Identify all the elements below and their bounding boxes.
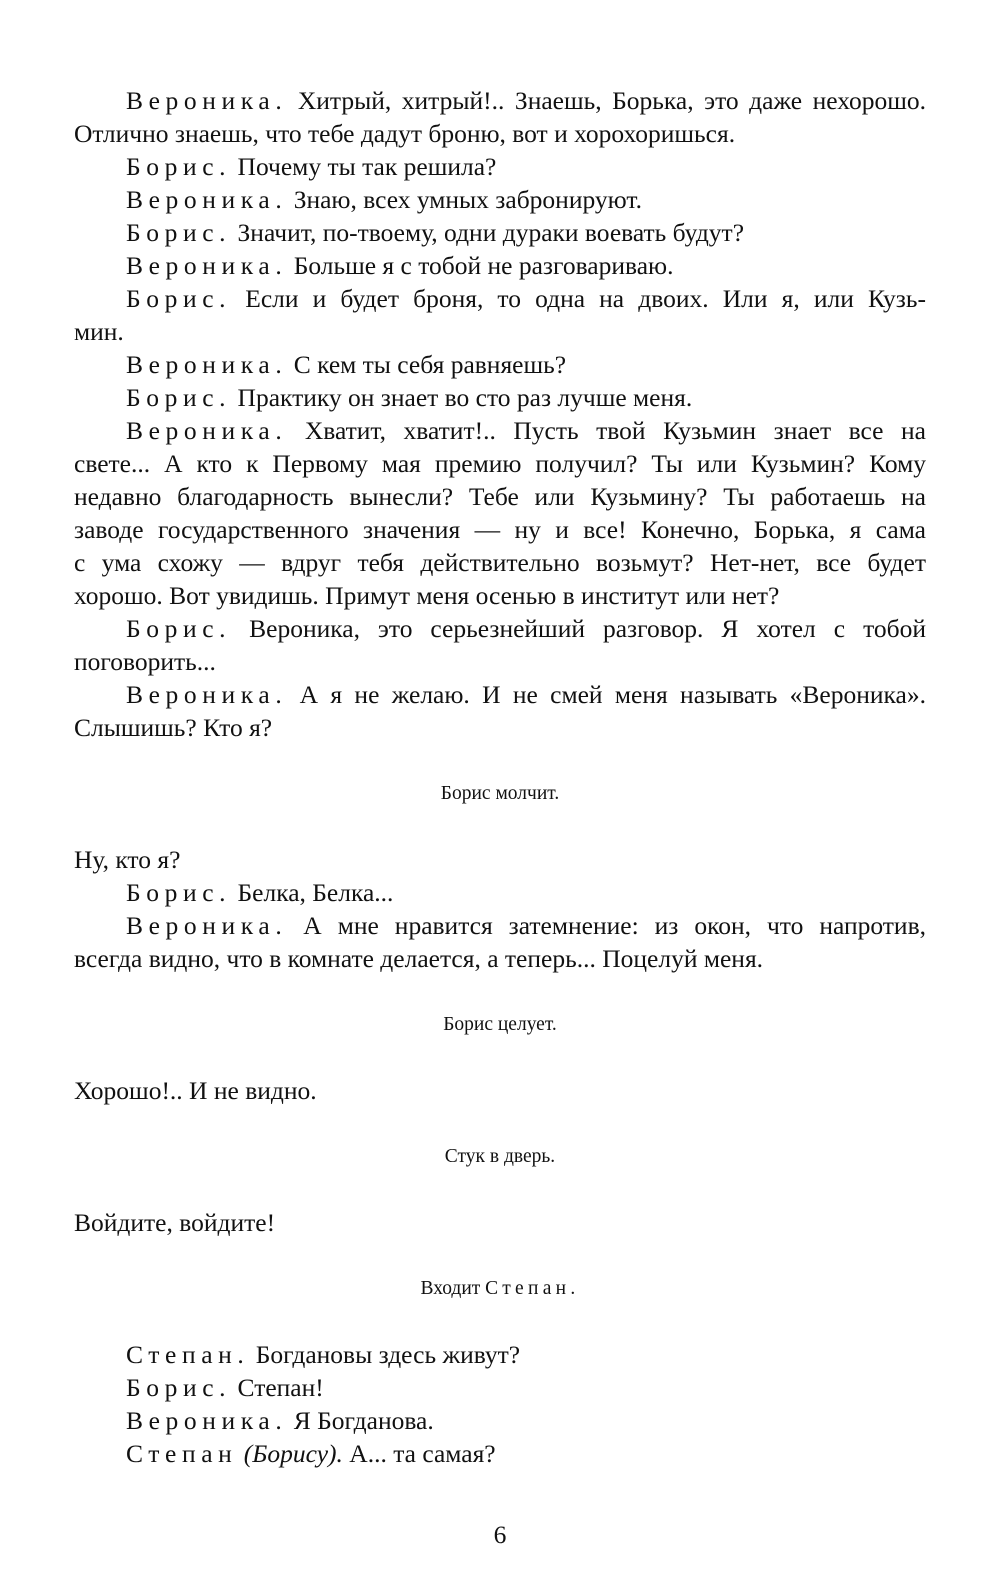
speaker-name: Борис. <box>126 1373 232 1402</box>
dialogue-line: Вероника. А мне нравится затемнение: из окон, что напротив, <box>126 911 926 940</box>
speaker-name: Борис. <box>126 878 232 907</box>
dialogue-line: свете... А кто к Первому мая премию получил? Ты или Кузьмин? Кому <box>74 449 926 478</box>
dialogue-line: Вероника. Хитрый, хитрый!.. Знаешь, Борька, это даже нехорошо. <box>126 86 926 115</box>
dialogue-line: поговорить... <box>74 647 216 676</box>
dialogue-line: всегда видно, что в комнате делается, а теперь... Поцелуй меня. <box>74 944 764 973</box>
speaker-name: Борис. <box>126 614 232 643</box>
dialogue-line: Вероника. А я не желаю. И не смей меня называть «Вероника». <box>126 680 926 709</box>
dialogue-line: Борис. Белка, Белка... <box>126 878 394 907</box>
dialogue-line: Борис. Значит, по-твоему, одни дураки воевать будут? <box>126 218 745 247</box>
dialogue-line: недавно благодарность вынесли? Тебе или Кузьмину? Ты работаешь на <box>74 482 926 511</box>
speaker-name: Вероника. <box>126 911 288 940</box>
speaker-name: Вероника. <box>126 185 288 214</box>
speaker-name: Степан. <box>485 1278 580 1299</box>
dialogue-line: Войдите, войдите! <box>74 1208 276 1237</box>
stage-direction: Стук в дверь. <box>444 1146 556 1167</box>
dialogue-line: Слышишь? Кто я? <box>74 713 273 742</box>
speaker-name: Вероника. <box>126 251 288 280</box>
dialogue-line: Вероника. Больше я с тобой не разговариваю. <box>126 251 674 280</box>
dialogue-line: Борис. Степан! <box>126 1373 324 1402</box>
speaker-name: Степан <box>126 1439 238 1468</box>
stage-remark: (Борису). <box>237 1439 343 1468</box>
dialogue-line: Вероника. С кем ты себя равняешь? <box>126 350 567 379</box>
dialogue-line: Вероника. Хватит, хватит!.. Пусть твой Кузьмин знает все на <box>126 416 926 445</box>
dialogue-line: Хорошо!.. И не видно. <box>74 1076 317 1105</box>
dialogue-line: Степан. Богдановы здесь живут? <box>126 1340 521 1369</box>
stage-direction: Борис целует. <box>443 1014 557 1035</box>
speaker-name: Вероника. <box>126 86 288 115</box>
dialogue-line: хорошо. Вот увидишь. Примут меня осенью в институт или нет? <box>74 581 780 610</box>
speaker-name: Вероника. <box>126 350 288 379</box>
dialogue-line: мин. <box>74 317 124 346</box>
page-body <box>74 84 926 1470</box>
dialogue-line: заводе государственного значения — ну и все! Конечно, Борька, я сама <box>74 515 926 544</box>
dialogue-line: Борис. Если и будет броня, то одна на двоих. Или я, или Кузь- <box>126 284 926 313</box>
dialogue-line: Ну, кто я? <box>74 845 181 874</box>
speaker-name: Борис. <box>126 383 232 412</box>
stage-direction: Борис молчит. <box>440 783 560 804</box>
speaker-name: Вероника. <box>126 680 288 709</box>
speaker-name: Вероника. <box>126 1406 288 1435</box>
dialogue-line: Степан (Борису). А... та самая? <box>126 1439 496 1468</box>
speaker-name: Борис. <box>126 218 232 247</box>
dialogue-line: Борис. Почему ты так решила? <box>126 152 497 181</box>
speaker-name: Степан. <box>126 1340 250 1369</box>
dialogue-line: Борис. Вероника, это серьезнейший разговор. Я хотел с тобой <box>126 614 926 643</box>
stage-direction: Входит Степан. <box>420 1278 580 1299</box>
dialogue-line: с ума схожу — вдруг тебя действительно возьмут? Нет-нет, все будет <box>74 548 926 577</box>
dialogue-line: Отлично знаешь, что тебе дадут броню, вот и хорохоришься. <box>74 119 736 148</box>
speaker-name: Борис. <box>126 152 232 181</box>
speaker-name: Борис. <box>126 284 232 313</box>
dialogue-line: Вероника. Знаю, всех умных забронируют. <box>126 185 642 214</box>
page-number: 6 <box>493 1520 507 1549</box>
dialogue-line: Борис. Практику он знает во сто раз лучше меня. <box>126 383 693 412</box>
speaker-name: Вероника. <box>126 416 288 445</box>
dialogue-line: Вероника. Я Богданова. <box>126 1406 434 1435</box>
